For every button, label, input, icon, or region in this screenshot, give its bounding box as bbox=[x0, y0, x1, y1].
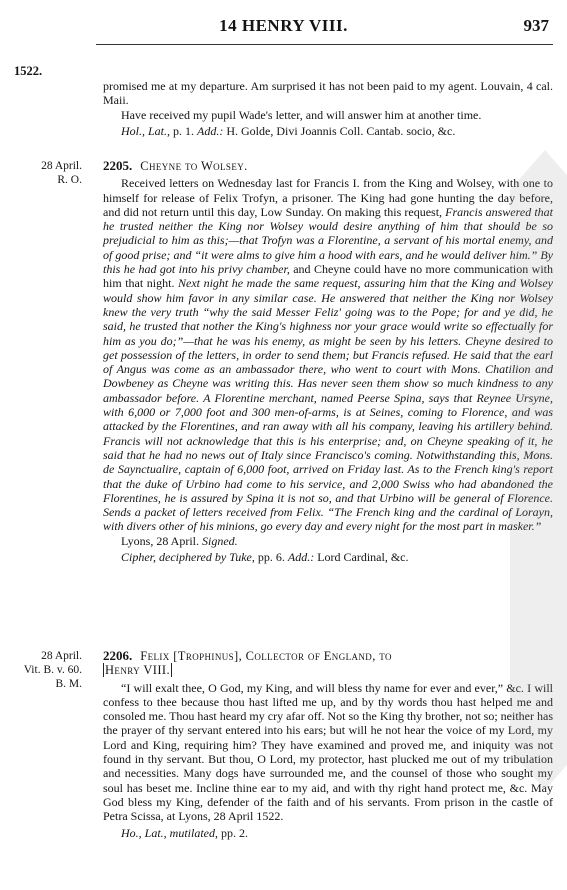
previous-entry-text-2: Have received my pupil Wade's letter, and will answer him at another time. bbox=[121, 107, 482, 122]
note-part: Add.: bbox=[197, 123, 224, 138]
previous-entry-note bbox=[103, 124, 553, 138]
body-plain: and Cheyne could have no more communication with him that night. bbox=[103, 262, 554, 291]
entry-title: Cheyne to Wolsey. bbox=[140, 159, 248, 173]
closing-place: Lyons, 28 April. bbox=[121, 533, 200, 548]
note-part: pp. 2. bbox=[221, 825, 249, 840]
note-part: Add.: bbox=[287, 550, 315, 565]
entry-note-2205 bbox=[103, 550, 553, 564]
note-part: Hol., Lat., bbox=[121, 123, 171, 138]
entry-2205 bbox=[103, 159, 553, 564]
margin-ref-2206-b: B. M. bbox=[55, 678, 82, 690]
margin-year: 1522. bbox=[14, 64, 43, 78]
body-cipher: Next night he made the same request, assuring him that the King and Wolsey would show him favor in any similar case. He answered that neither the King nor Wolsey knew the very truth “why the said Messer Feliz' going was to the Pope; for and ye did, he said, he trusted that nother the King's highness nor your grace would write so effectually for him as you do;”—that he was his enemy, as might be seen by his letters. Cheyne desired to get possession of the letters, in order to send them; but Francis refused. He said that the earl of Angus was come as an ambassador there, who went to court with Mons. Chatilion and Dowbeney as Cheyne was writing this. Has never seen them show so much kindness to any ambassador before. A Florentine merchant, named Peerse Spina, says that Reynee Ursyne, with 6,000 or 7,000 foot and 300 men-of-arms, is at Seines, coming to Florence, and was attacked by the Florentines, and ran away with all his company, leaving his artillery behind. Francis will not acknowledge that this is his enterprise; and, on Cheyne speaking of it, he said that he had no news out of Italy since Francisco's coming. Notwithstanding this, Mons. de Saynctualire, captain of 6,000 foot, arrived on Friday last. As to the French king's report that the duke of Urbino had come to his service, and 2,000 Swiss who had abandoned the Florentines, he is assured by Spina it is not so, and that Urbino will be general of Florence. Sends a packet of letters received from Felix. “The French king and the cardinal of Lorayn, with divers other of his minions, go every day and every night for the most part in masker.” bbox=[103, 276, 553, 534]
entry-title: Felix [Trophinus], Collector of England, to bbox=[140, 649, 392, 663]
note-part: Ho., Lat., mutilated, bbox=[121, 825, 219, 840]
margin-year-block bbox=[14, 64, 88, 78]
entry-2206 bbox=[103, 649, 553, 840]
previous-entry bbox=[103, 79, 553, 138]
entry-note-2206 bbox=[103, 826, 553, 840]
entry-closing-2205 bbox=[103, 534, 553, 548]
header-rule bbox=[96, 44, 553, 45]
note-part: p. 1. bbox=[173, 123, 195, 138]
page-number: 937 bbox=[523, 16, 549, 35]
entry-heading-2206 bbox=[103, 649, 553, 678]
entry-heading-2205 bbox=[103, 159, 553, 173]
closing-signed: Signed. bbox=[202, 533, 238, 548]
margin-2205 bbox=[14, 159, 88, 187]
margin-ref-2205: R. O. bbox=[57, 174, 82, 186]
margin-2206 bbox=[14, 649, 88, 691]
margin-ref-2206-a: Vit. B. v. 60. bbox=[23, 664, 82, 676]
page-title: 14 HENRY VIII. bbox=[219, 16, 348, 35]
watermark-graphic bbox=[510, 150, 567, 790]
entry-body-2205 bbox=[103, 176, 553, 533]
margin-date-2206: 28 April. bbox=[41, 650, 82, 662]
entry-number: 2205. bbox=[103, 158, 133, 173]
body-cipher: Francis answered that he trusted neither the King nor Wolsey would desire anything of him that should be so prejudicial to him as this;—that Trofyn was a Florentine, a servant of his mortal enemy, and of good prise; and “it were alms to give him a hood with ears, and he would deliver him.” By this he had got into his privy chamber, bbox=[103, 204, 553, 277]
note-part: H. Golde, Divi Joannis Coll. Cantab. socio, &c. bbox=[226, 123, 456, 138]
note-part: Cipher, deciphered by Tuke, bbox=[121, 550, 255, 565]
note-part: pp. 6. bbox=[257, 550, 285, 565]
body-plain: Received letters on Wednesday last for Francis I. from the King and Wolsey, with one to himself for release of Felix Trofyn, a prisoner. The King had gone hunting the day before, and did not return until this day, Low Sunday. On making this request, bbox=[103, 176, 553, 219]
margin-date-2205: 28 April. bbox=[41, 160, 82, 172]
note-part: Lord Cardinal, &c. bbox=[317, 550, 409, 565]
entry-body-2206: “I will exalt thee, O God, my King, and will bless thy name for ever and ever,” &c. I will confess to thee because thou hast lifted me up, and by thy words thou hast helped me and consoled me. Thou hast heard my cry afar off. Not so the King thy brother, not so; neither has the prayer of thy servant entered into his ears; but will he not hear the voice of my Lord, my Lord and King, requiring him? They have examined and proved me, and iniquity was not found in thy servant. But thou, O Lord, my protector, hast plucked me out of my tribulation and necessities. Many dogs have surrounded me, and the counsel of those who sought my soul has beset me. Incline thine ear to my aid, and with thy right hand protect me, &c. May God bless my King, defender of the faith and of his servants. From prison in the castle of Petra Scissa, at Lyons, 28 April 1522. bbox=[103, 680, 553, 824]
running-head bbox=[0, 16, 567, 46]
previous-entry-text: promised me at my departure. Am surprised it has not been paid to my agent. Louvain, 4 cal. Maii. bbox=[103, 79, 553, 108]
entry-number: 2206. bbox=[103, 648, 133, 663]
entry-title-recipient: Henry VIII. bbox=[105, 663, 170, 678]
